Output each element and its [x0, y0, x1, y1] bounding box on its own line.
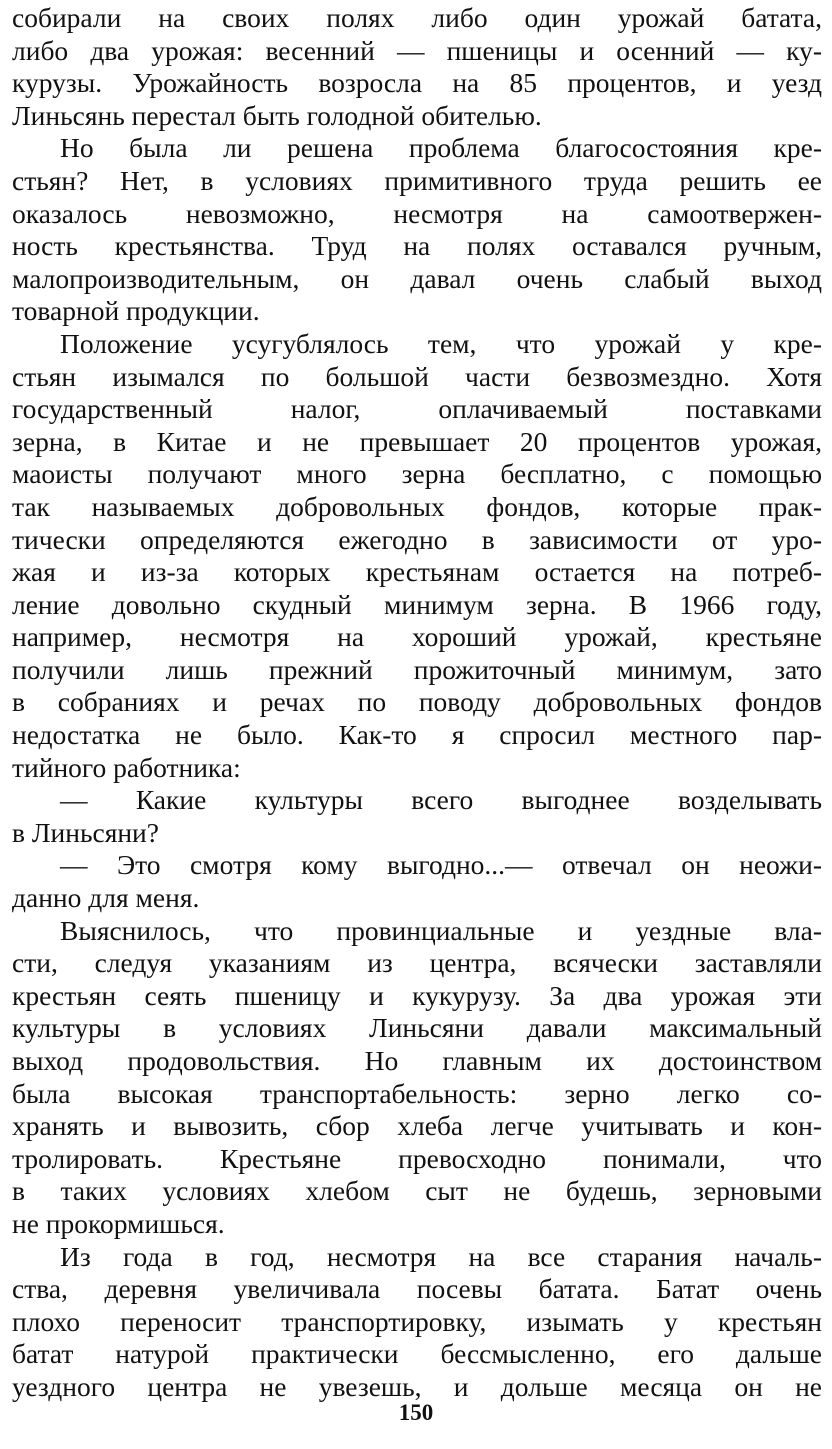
text-line: Линьсянь перестал быть голодной обителью. — [12, 99, 542, 131]
text-line: не прокормишься. — [12, 1207, 225, 1239]
text-line: данно для меня. — [12, 882, 200, 914]
text-line: в таких условиях хлебом сыт не будешь, зерновыми — [12, 1175, 822, 1207]
text-line: так называемых добровольных фондов, которые прак- — [12, 490, 822, 522]
page-number: 150 — [398, 1400, 434, 1425]
text-line: тически определяются ежегодно в зависимости от уро- — [12, 523, 822, 555]
text-line: Выяснилось, что провинциальные и уездные вла- — [60, 914, 822, 946]
text-line: курузы. Урожайность возросла на 85 процентов, и уезд — [12, 67, 822, 99]
text-line: тролировать. Крестьяне превосходно понимали, что — [12, 1142, 822, 1174]
text-line: ление довольно скудный минимум зерна. В 1966 году, — [12, 588, 822, 620]
text-line: товарной продукции. — [12, 295, 260, 327]
text-line: батат натурой практически бессмысленно, его дальше — [12, 1338, 822, 1370]
text-line: получили лишь прежний прожиточный минимум, зато — [12, 653, 822, 685]
text-line: уездного центра не увезешь, и дольше месяца он не — [12, 1370, 822, 1402]
text-line: либо два урожая: весенний — пшеницы и осенний — ку- — [12, 34, 822, 66]
text-line: Из года в год, несмотря на все старания началь- — [60, 1240, 822, 1272]
text-line: хранять и вывозить, сбор хлеба легче учитывать и кон- — [12, 1110, 822, 1142]
text-line: была высокая транспортабельность: зерно легко со- — [12, 1077, 822, 1109]
text-line: маоисты получают много зерна бесплатно, с помощью — [12, 458, 822, 490]
text-line: стьян? Нет, в условиях примитивного труда решить ее — [12, 164, 822, 196]
text-line: недостатка не было. Как-то я спросил местного пар- — [12, 719, 822, 751]
text-line: культуры в условиях Линьсяни давали максимальный — [12, 1012, 822, 1044]
text-line: сти, следуя указаниям из центра, всячески заставляли — [12, 947, 822, 979]
text-line: выход продовольствия. Но главным их достоинством — [12, 1045, 822, 1076]
text-line: крестьян сеять пшеницу и кукурузу. За два урожая эти — [12, 979, 822, 1011]
text-line: стьян изымался по большой части безвозмездно. Хотя — [12, 360, 822, 392]
text-line: плохо переносит транспортировку, изымать у крестьян — [12, 1305, 822, 1337]
text-line: оказалось невозможно, несмотря на самоотвержен- — [12, 197, 822, 229]
text-line: — Какие культуры всего выгоднее возделывать — [60, 784, 822, 816]
text-line: государственный налог, оплачиваемый поставками — [12, 393, 822, 425]
text-line: в собраниях и речах по поводу добровольных фондов — [12, 686, 822, 718]
text-line: жая и из-за которых крестьянам остается на потреб- — [12, 556, 822, 588]
text-line: ства, деревня увеличивала посевы батата. Батат очень — [12, 1273, 822, 1305]
body-text — [12, 2, 822, 1404]
text-line: малопроизводительным, он давал очень слабый выход — [12, 262, 822, 294]
text-line: тийного работника: — [12, 751, 241, 783]
text-line: ность крестьянства. Труд на полях оставался ручным, — [12, 230, 822, 262]
text-line: в Линьсяни? — [12, 816, 159, 848]
text-line: зерна, в Китае и не превышает 20 процентов урожая, — [12, 425, 822, 457]
text-line: Положение усугублялось тем, что урожай у кре- — [60, 327, 822, 359]
text-line: собирали на своих полях либо один урожай батата, — [12, 2, 822, 33]
text-line: — Это смотря кому выгодно...— отвечал он неожи- — [60, 849, 822, 881]
text-line: Но была ли решена проблема благосостояния кре- — [60, 132, 822, 164]
text-line: например, несмотря на хороший урожай, крестьяне — [12, 621, 822, 653]
